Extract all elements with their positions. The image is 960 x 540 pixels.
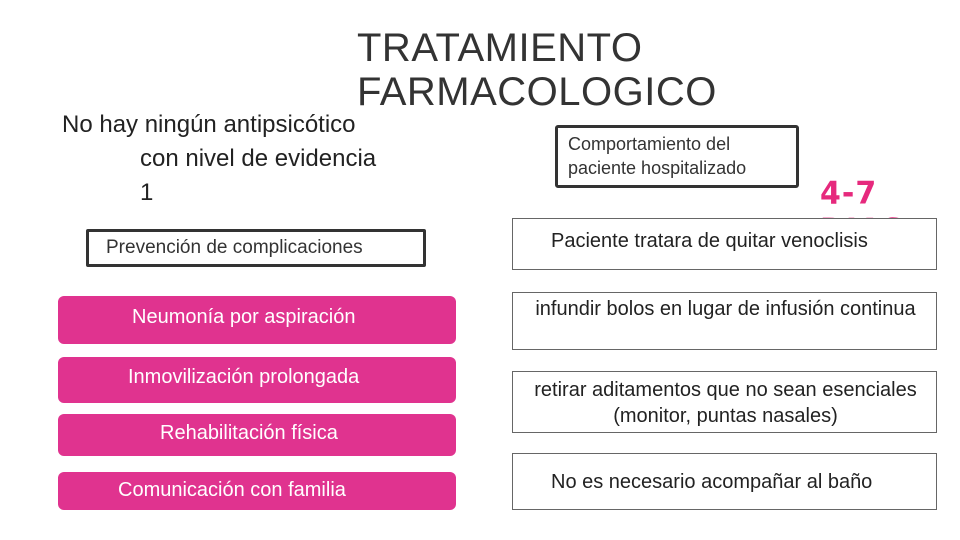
right-item-label: Paciente tratara de quitar venoclisis	[551, 230, 868, 252]
right-item-devices	[512, 371, 937, 433]
intro-statement	[62, 108, 482, 210]
right-item-venoclisis	[512, 218, 937, 270]
left-item-label: Comunicación con familia	[118, 479, 346, 501]
left-item-label: Rehabilitación física	[160, 422, 338, 444]
days-badge: 4-7	[820, 175, 878, 212]
right-item-label: infundir bolos en lugar de infusión continua	[535, 298, 916, 320]
intro-line-1: No hay ningún antipsicótico	[62, 111, 356, 138]
right-item-label: retirar aditamentos que no sean esenciales (monitor, puntas nasales)	[534, 379, 917, 427]
left-item-immobilization[interactable]	[58, 357, 456, 403]
behavior-box	[555, 125, 799, 188]
behavior-box-label: Comportamiento del paciente hospitalizado	[568, 134, 747, 178]
intro-line-3: 1	[140, 179, 154, 206]
left-item-aspiration[interactable]	[58, 296, 456, 344]
left-item-rehabilitation[interactable]	[58, 414, 456, 456]
intro-line-2: con nivel de evidencia	[140, 145, 377, 172]
prevention-label: Prevención de complicaciones	[106, 237, 363, 258]
right-item-bathroom	[512, 453, 937, 510]
left-item-label: Inmovilización prolongada	[128, 366, 360, 388]
left-item-label: Neumonía por aspiración	[132, 306, 356, 328]
right-item-label: No es necesario acompañar al baño	[551, 471, 873, 493]
left-item-family[interactable]	[58, 472, 456, 510]
slide-title: TRATAMIENTO FARMACOLOGICO	[357, 26, 717, 114]
right-item-bolus	[512, 292, 937, 350]
